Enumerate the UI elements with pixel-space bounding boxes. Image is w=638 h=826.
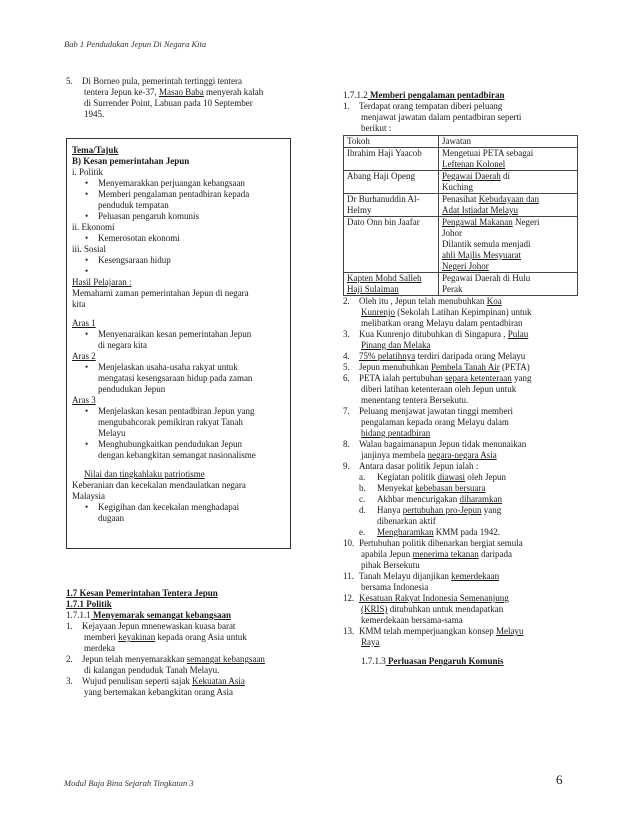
item-number: 1.: [66, 621, 73, 631]
text-line: pihak Bersekutu: [361, 560, 420, 570]
text-line: berikut :: [361, 123, 392, 133]
bullet-cont: mengubahcorak pemikiran rakyat Tanah: [98, 417, 243, 427]
sub-letter: b.: [359, 483, 366, 493]
text-line: Malaysia: [72, 491, 105, 501]
text-line: Antara dasar politik Jepun ialah :: [359, 461, 479, 471]
text-line: yang bertemakan kebangkitan orang Asia: [84, 687, 233, 697]
table-header-row: [344, 136, 578, 148]
text-line: 75% pelatihnya terdiri daripada orang Melayu: [359, 351, 526, 361]
bullet-item-empty: [72, 266, 285, 277]
section-heading-1-7-1-1: 1.7.1.1 Menyemarak semangat kebangsaan: [66, 610, 232, 620]
aras-heading: Aras 2: [72, 351, 96, 361]
table-cell: Pegawai Daerah di Kuching: [439, 171, 578, 194]
item-number: 3.: [66, 676, 73, 686]
item-number: 13.: [343, 626, 355, 636]
item-number: 5.: [66, 76, 73, 86]
item-number: 8.: [343, 439, 350, 449]
section-heading-1-7: 1.7 Kesan Pemerintahan Tentera Jepun: [66, 588, 218, 598]
bullet-item: • Memberi pengalaman pentadbiran kepada: [72, 189, 285, 200]
page-footer: Modul Baja Bina Sejarah Tingkatan 3: [64, 778, 194, 788]
text-line: menentang tentera Bersekutu.: [361, 395, 469, 405]
sub-letter: e.: [359, 527, 366, 537]
page-header: Bab 1 Pendudukan Jepun Di Negara Kita: [64, 39, 207, 49]
bullet-item: • Menjelaskan usaha-usaha rakyat untuk: [72, 362, 285, 373]
text-line: Oleh itu , Jepun telah menubuhkan Koa: [359, 296, 502, 306]
text-line: Raya: [361, 637, 380, 647]
bullet-item: • Menghubungkaitkan pendudukan Jepun: [72, 439, 285, 450]
item-number: 1.: [343, 101, 350, 111]
item-number: 12.: [343, 593, 355, 603]
text-line: Memahami zaman pemerintahan Jepun di negara: [72, 288, 249, 298]
text-line: apabila Jepun menerima tekanan daripada: [361, 549, 512, 559]
table-row: [344, 148, 578, 171]
text-line: pengalaman kepada orang Melayu dalam: [361, 417, 509, 427]
bullet-item: • Menyemarakkan perjuangan kebangsaan: [72, 178, 285, 189]
table-cell: Pegawai Daerah di Hulu Perak: [439, 273, 578, 296]
text-line: tentera Jepun ke-37, Masao Baba menyerah kalah: [84, 87, 264, 97]
section-heading-1-7-1-3: 1.7.1.3 Perluasan Pengaruh Komunis: [361, 656, 504, 666]
bullet-item: • Kegigihan dan kecekalan menghadapai: [72, 502, 285, 513]
text-line: Kesatuan Rakyat Indonesia Semenanjung: [359, 593, 509, 603]
bullet-cont: di negara kita: [98, 340, 147, 350]
text-line: Mengharamkan KMM pada 1942.: [377, 527, 500, 537]
text-line: Akhbar mencurigakan diharamkan: [377, 494, 502, 504]
section-heading: i. Politik: [72, 167, 104, 177]
text-line: Peluang menjawat jawatan tinggi memberi: [359, 406, 513, 416]
bullet-cont: dengan kebangkitan semangat nasionalisme: [98, 450, 256, 460]
box-subtitle: B) Kesan pemerintahan Jepun: [72, 156, 190, 166]
section-heading: iii. Sosial: [72, 244, 107, 254]
table-row: [344, 171, 578, 194]
sub-letter: a.: [359, 472, 366, 482]
bullet-item: • Kemerosotan ekonomi: [72, 233, 285, 244]
text-line: di Surrender Point, Labuan pada 10 September: [84, 98, 253, 108]
text-line: Pinang dan Melaka: [361, 340, 431, 350]
bullet-item: • Peluasan pengaruh komunis: [72, 211, 285, 222]
text-line: Kua Kunrenjo ditubuhkan di Singapura , Pulau: [359, 329, 529, 339]
text-line: janjinya membela negara-negara Asia: [361, 450, 497, 460]
table-cell: Kapten Mohd Salleh Haji Sulaiman: [344, 273, 439, 296]
table-row: [344, 217, 578, 273]
text-line: Kunrenjo (Sekolah Latihan Kepimpinan) untuk: [361, 307, 532, 317]
text-line: melibatkan orang Melayu dalam pentadbiran: [361, 318, 523, 328]
text-line: Walau bagaimanapun Jepun tidak menunaikan: [359, 439, 527, 449]
item-number: 11.: [343, 571, 354, 581]
text-line: KMM telah memperjuangkan konsep Melayu: [359, 626, 524, 636]
text-line: memberi keyakinan kepada orang Asia untuk: [84, 632, 247, 642]
section-heading: ii. Ekonomi: [72, 222, 115, 232]
table-cell: Dato Onn bin Jaafar: [344, 217, 439, 273]
aras-heading: Aras 1: [72, 318, 96, 328]
text-line: di kalangan penduduk Tanah Melayu.: [84, 665, 220, 675]
bullet-cont: Melayu: [98, 428, 126, 438]
hasil-heading: Hasil Pelajaran :: [72, 277, 132, 287]
sub-letter: c.: [359, 494, 366, 504]
text-line: Kegiatan politik diawasi oleh Jepun: [377, 472, 506, 482]
table-cell: Ibrahim Haji Yaacob: [344, 148, 439, 171]
text-line: Jepun menubuhkan Pembela Tanah Air (PETA): [359, 362, 530, 372]
table-header: Jawatan: [439, 136, 578, 148]
text-line: diberi latihan ketenteraan oleh Jepun untuk: [361, 384, 517, 394]
text-line: kita: [72, 299, 86, 309]
text-line: dibenarkan aktif: [377, 516, 436, 526]
table-cell: Mengetuai PETA sebagai Leftenan Kolonel: [439, 148, 578, 171]
item-number: 10.: [343, 538, 355, 548]
text-line: (KRIS) ditubuhkan untuk mendapatkan: [361, 604, 504, 614]
section-heading-1-7-1: 1.7.1 Politik: [66, 599, 112, 609]
text-line: kemerdekaan bersama-sama: [361, 615, 463, 625]
item-number: 5.: [343, 362, 350, 372]
table-cell: Pengawal Makanan Negeri Johor Dilantik semula menjadi ahli Majlis Mesyuarat Negeri Johor: [439, 217, 578, 273]
text-line: Keberanian dan kecekalan mendaulatkan negara: [72, 480, 246, 490]
table-cell: Abang Haji Openg: [344, 171, 439, 194]
page-number: 6: [556, 772, 563, 787]
item-number: 9.: [343, 461, 350, 471]
item-number: 4.: [343, 351, 350, 361]
item-number: 6.: [343, 373, 350, 383]
text-line: Pertubuhan politik dibenarkan bergiat semula: [359, 538, 523, 548]
bullet-cont: pendudukan Jepun: [98, 384, 166, 394]
right-column: [343, 90, 578, 667]
bullet-cont: dugaan: [98, 513, 124, 523]
box-title: Tema/Tajuk: [72, 145, 119, 155]
text-line: merdeka: [84, 643, 115, 653]
bullet-item: • Menjelaskan kesan pentadbiran Jepun yang: [72, 406, 285, 417]
bullet-cont: penduduk tempatan: [98, 200, 169, 210]
text-line: bidang pentadbiran: [361, 428, 431, 438]
item-5: [66, 76, 291, 120]
left-column: [66, 76, 291, 698]
text-line: Wujud penulisan seperti sajak Kekuatan Asia: [82, 676, 245, 686]
nilai-heading: Nilai dan tingkahlaku patriotisme: [84, 469, 205, 479]
text-line: 1945.: [84, 109, 105, 119]
bullet-item: • Kesengsaraan hidup: [72, 255, 285, 266]
text-line: Hanya pertubuhan pro-Jepun yang: [377, 505, 502, 515]
text-line: Kejayaan Jepun mnenewaskan kuasa barat: [82, 621, 236, 631]
sub-letter: d.: [359, 505, 366, 515]
underlined-term: Masao Baba: [158, 87, 204, 97]
text-line: menjawat jawatan dalam pentadbiran seperti: [361, 112, 522, 122]
item-number: 7.: [343, 406, 350, 416]
aras-heading: Aras 3: [72, 395, 96, 405]
text-line: Menyekat kebebasan bersuara: [377, 483, 486, 493]
officials-table: [343, 135, 578, 296]
lesson-info-box: [66, 138, 291, 549]
item-number: 2.: [66, 654, 73, 664]
text-line: Di Borneo pula, pemerintah tertinggi tentera: [82, 76, 242, 86]
table-row: [344, 273, 578, 296]
table-cell: Dr Burhanuddin Al- Helmy: [344, 194, 439, 217]
item-number: 2.: [343, 296, 350, 306]
section-heading-1-7-1-2: 1.7.1.2 Memberi pengalaman pentadbiran: [343, 90, 505, 100]
text-line: bersama Indonesia: [361, 582, 429, 592]
item-number: 3.: [343, 329, 350, 339]
table-header: Tokoh: [344, 136, 439, 148]
table-cell: Penasihat Kebudayaan dan Adat Istiadat Melayu: [439, 194, 578, 217]
bullet-cont: mengatasi kesengsaraan hidup pada zaman: [98, 373, 253, 383]
text-line: Tanah Melayu dijanjikan kemerdekaan: [359, 571, 500, 581]
bullet-item: • Menyenaraikan kesan pemerintahan Jepun: [72, 329, 285, 340]
text-line: PETA ialah pertubuhan separa ketenteraan yang: [359, 373, 532, 383]
text-line: Jepun telah menyemarakkan semangat kebangsaan: [82, 654, 265, 664]
table-row: [344, 194, 578, 217]
text-line: Terdapat orang tempatan diberi peluang: [359, 101, 503, 111]
